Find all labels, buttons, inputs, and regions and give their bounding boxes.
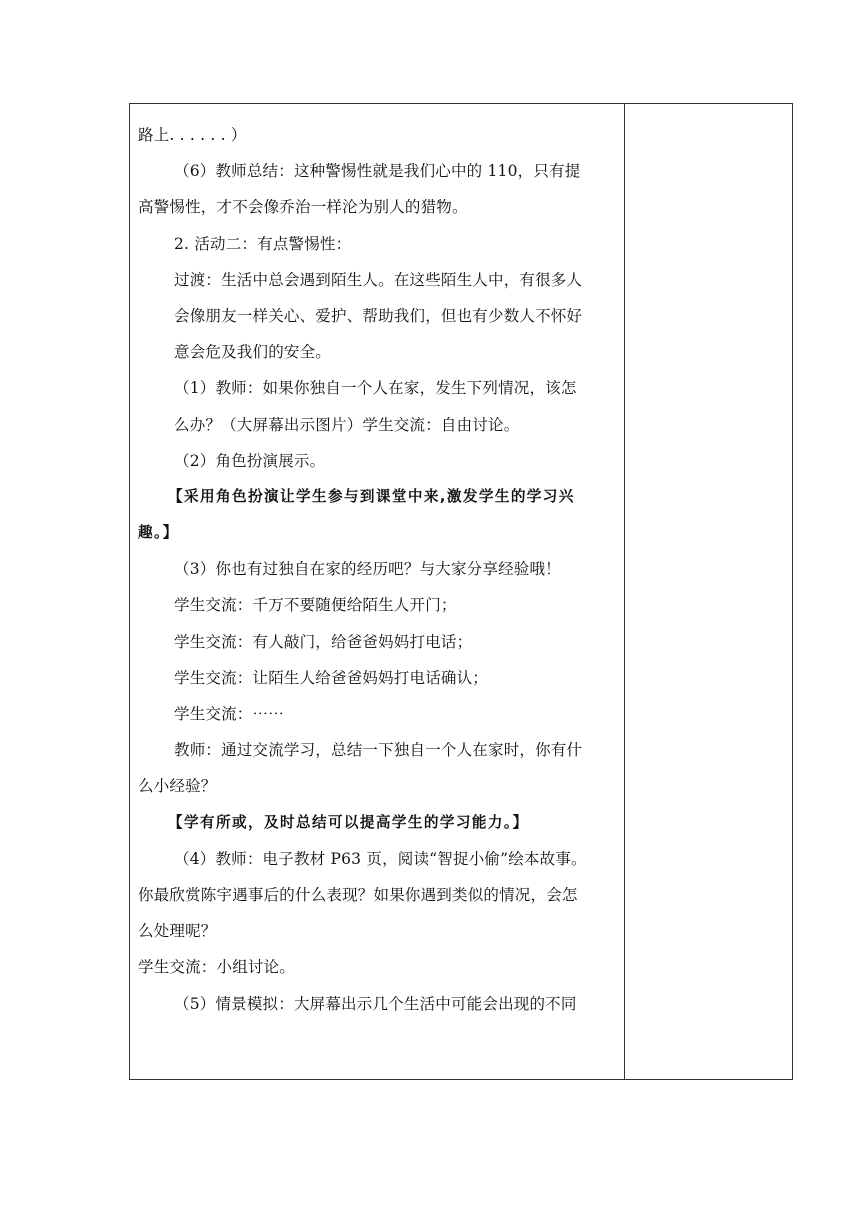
text-line: 学生交流：千万不要随便给陌生人开门； [174, 596, 457, 615]
text-line: （2）角色扮演展示。 [174, 451, 326, 470]
text-line: （3）你也有过独自在家的经历吧？与大家分享经验哦！ [174, 560, 561, 579]
section-heading: 2. 活动二：有点警惕性： [174, 234, 352, 253]
text-line: （5）情景模拟：大屏幕出示几个生活中可能会出现的不同 [174, 994, 577, 1013]
text-line: （4）教师：电子教材 P63 页，阅读“智捉小偷”绘本故事。 [174, 849, 587, 868]
text-line: 么办？（大屏幕出示图片）学生交流：自由讨论。 [174, 415, 520, 434]
emphasis-note: 【采用角色扮演让学生参与到课堂中来,激发学生的学习兴 [168, 487, 575, 505]
text-line: 么处理呢？ [138, 922, 217, 941]
text-line: 高警惕性，才不会像乔治一样沦为别人的猎物。 [138, 198, 468, 217]
text-line: 学生交流：小组讨论。 [138, 958, 296, 977]
text-line: 教师：通过交流学习，总结一下独自一个人在家时，你有什 [174, 741, 583, 760]
text-line: 学生交流：⋯⋯ [174, 705, 284, 723]
text-line: 学生交流：有人敲门，给爸爸妈妈打电话； [174, 632, 473, 651]
text-line: 过渡：生活中总会遇到陌生人。在这些陌生人中，有很多人 [174, 270, 583, 289]
lesson-table [129, 103, 793, 1080]
lesson-content-cell [138, 117, 620, 1022]
text-line: 学生交流：让陌生人给爸爸妈妈打电话确认； [174, 668, 489, 687]
emphasis-note: 趣。】 [138, 524, 179, 542]
emphasis-note: 【学有所或，及时总结可以提高学生的学习能力。】 [168, 813, 529, 831]
text-line: （6）教师总结：这种警惕性就是我们心中的 110，只有提 [174, 162, 581, 181]
text-line: 意会危及我们的安全。 [174, 343, 332, 362]
column-divider [624, 104, 625, 1079]
text-line: （1）教师：如果你独自一个人在家，发生下列情况，该怎 [174, 379, 577, 398]
text-line: 路上. . . . . . ） [138, 126, 247, 144]
text-line: 会像朋友一样关心、爱护、帮助我们，但也有少数人不怀好 [174, 306, 583, 325]
text-line: 么小经验？ [138, 777, 217, 796]
text-line: 你最欣赏陈宇遇事后的什么表现？如果你遇到类似的情况，会怎 [138, 885, 578, 904]
